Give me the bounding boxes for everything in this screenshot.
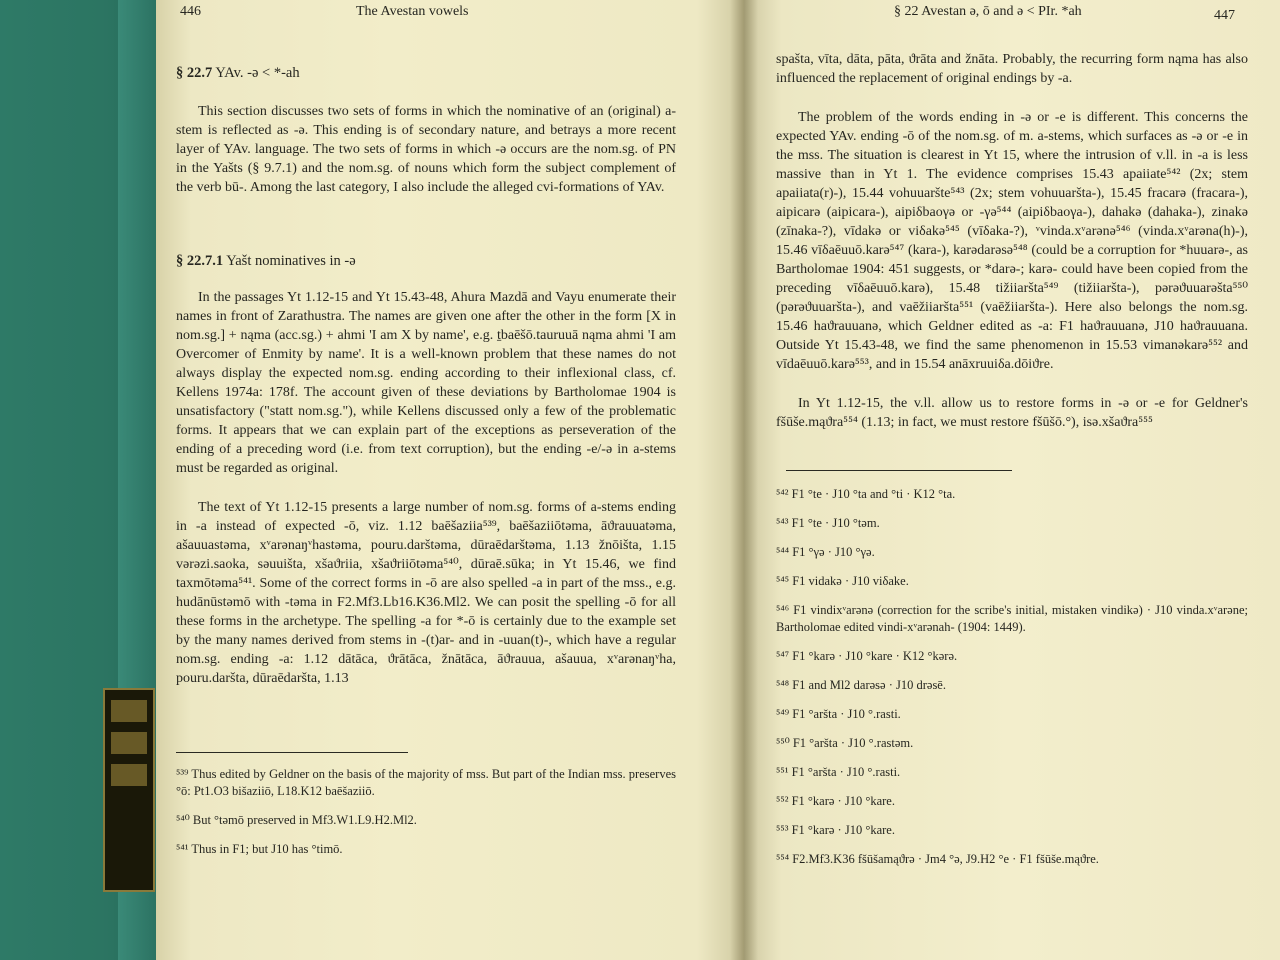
left-page (156, 0, 744, 960)
subsection-number: § 22.7.1 (176, 253, 224, 269)
footnote: ⁵⁴¹ Thus in F1; but J10 has °timō. (176, 842, 343, 856)
spine-label (103, 688, 155, 892)
right-page (744, 0, 1280, 960)
footnote: ⁵⁵³ F1 °karə · J10 °kare. (776, 823, 895, 837)
section-title: YAv. -ə < *-ah (215, 65, 300, 81)
footnote: ⁵⁴⁸ F1 and Ml2 darəsə · J10 drəsē. (776, 678, 946, 692)
footnote: ⁵⁵¹ F1 °aršta · J10 °.rasti. (776, 765, 901, 779)
footnote: ⁵⁵⁴ F2.Mf3.K36 fšūšamąϑrə · Jm4 °ə, J9.H2 °e · F1 fšūše.mąϑre. (776, 852, 1099, 866)
footnote: ⁵³⁹ Thus edited by Geldner on the basis of the majority of mss. But part of the Indian mss. preserves °ō: Pt1.O3 bišaziiō, L18.K12 baēšaziiō. (176, 767, 676, 798)
intro-paragraph: This section discusses two sets of forms in which the nominative of an (original) a-stem is reflected as -ə. This ending is of secondary nature, and betrays a more recent layer of YAv. language. The two sets of forms in which -ə occurs are the nom.sg. of PN in the Yašts (§ 9.7.1) and the nom.sg. of nouns which form the subject complement of the verb bū-. Among the last category, I also include the alleged cvi-formations of YAv. (176, 104, 676, 195)
footnote: ⁵⁵² F1 °karə · J10 °kare. (776, 794, 895, 808)
footnote: ⁵⁴⁷ F1 °karə · J10 °kare · K12 °kərə. (776, 649, 958, 663)
subsection-title: Yašt nominatives in -ə (226, 253, 356, 269)
footnote-rule-right (786, 470, 1012, 471)
paragraph-2: The text of Yt 1.12-15 presents a large number of nom.sg. forms of a-stems ending in -a instead of expected -ō, viz. 1.12 baēšaziia⁵³⁹, baēšaziiōtəma, āϑrauuatəma, ašauuastəma, xᵛarənaŋᵛhastəma, pouru.darštəma, dūraēdarštəma, 1.13 žnōišta, 1.15 vərəzi.saoka, səuuišta, xšaϑriia, xšaϑriiōtəma⁵⁴⁰, dūraē.sūka; in Yt 15.46, we find taxmōtəma⁵⁴¹. Some of the correct forms in -ō are also spelled -a in part of the mss., e.g. hudānūstəmō with -təma in F2.Mf3.Lb16.K36.Ml2. We can posit the spelling -ō for all these forms in the archetype. The spelling -a for *-ō is certainly due to the example set by the many names derived from stems in -(t)ar- and in -uuan(t)-, which have a regular nom.sg. ending -a: 1.12 dātāca, ϑrātāca, žnātāca, āϑrauua, ašauua, xᵛarənaŋᵛha, pouru.daršta, dūraēdaršta, 1.13 (176, 500, 676, 686)
footnote: ⁵⁴⁶ F1 vindixᵛarənə (correction for the scribe's initial, mistaken vindikə) · J10 vinda.xᵛarəne; Bartholomae edited vindi-xᵛarənah- (1904: 1449). (776, 603, 1248, 634)
book-gutter (730, 0, 758, 960)
paragraph-2-right: In Yt 1.12-15, the v.ll. allow us to restore forms in -ə or -e for Geldner's fšūše.mąϑra⁵⁵⁴ (1.13; in fact, we must restore fšūšō.°), isə.xšaϑra⁵⁵⁵ (776, 396, 1248, 430)
footnote: ⁵⁴⁰ But °təmō preserved in Mf3.W1.L9.H2.Ml2. (176, 813, 417, 827)
running-head-right: § 22 Avestan ə, ō and ə < PIr. *ah (894, 4, 1082, 19)
subsection-heading (176, 252, 676, 271)
page-number-right: 447 (1214, 8, 1235, 23)
paragraph-1-right: The problem of the words ending in -ə or -e is different. This concerns the expected YAv. ending -ō of the nom.sg. of m. a-stems, which surfaces as -ə or -e in the mss. The situation is clearest in Yt 15, where the intrusion of v.ll. in -a is less massive than in Yt 1. The evidence comprises 15.43 apaiiate⁵⁴² (2x; stem apaiiata(r)-), 15.44 vohuuaršte⁵⁴³ (2x; stem vohuuaršta-), 15.45 fracarə (fracara-), aipicarə (aipicara-), aipiδbaoγə or -γə⁵⁴⁴ (aipiδbaoγa-), dahakə (dahaka-), zinakə (zīnaka-?), vīdakə or viδakə⁵⁴⁵ (vīδaka-?), ᵛvinda.xᵛarənə⁵⁴⁶ (vinda.xᵛarəna(h)-), 15.46 vīδaēuuō.karə⁵⁴⁷ (kara-), karədarəsə⁵⁴⁸ (could be a corruption for *huuarə-, as Bartholomae 1904: 451 suggests, or *darə-; karə- could have been copied from the preceding vīδaēuuō.karə), 15.48 tižiiaršta⁵⁴⁹ (tižiiaršta-), pərəϑuuarəšta⁵⁵⁰ (pərəϑuuaršta-), and vaēžiiaršta⁵⁵¹ (vaēžiiaršta-). Here also belongs the nom.sg. 15.46 haϑrauuanə, which Geldner edited as -a: F1 haϑrauuanə, J10 haϑrauuana. Outside Yt 15.43-48, we find the same phenomenon in 15.53 vimanəkarə⁵⁵² and vīdaēuuō.karə⁵⁵³, and in 15.54 anāxruuiδa.dōiϑre. (776, 110, 1248, 372)
running-head-left: The Avestan vowels (356, 4, 469, 19)
footnote: ⁵⁵⁰ F1 °aršta · J10 °.rastəm. (776, 736, 914, 750)
paragraph-1: In the passages Yt 1.12-15 and Yt 15.43-48, Ahura Mazdā and Vayu enumerate their names in front of Zarathustra. The names are given one after the other in the form [X in nom.sg.] + nąma (acc.sg.) + ahmi 'I am X by name', e.g. ṯbaēšō.tauruuā nąma ahmi 'I am Overcomer of Enmity by name'. It is a well-known problem that these names do not always display the expected nom.sg. ending according to their inflexional class, cf. Kellens 1974a: 178f. The account given of these deviations by Bartholomae 1904 is unsatisfactory ("statt nom.sg."), while Kellens discussed only a few of the problematic forms. It appears that we can explain part of the exceptions as perseveration of the ending of a preceding word (i.e. from text corruption), but the ending -e/-ə in a-stems must be regarded as original. (176, 290, 676, 476)
section-heading (176, 64, 676, 83)
section-number: § 22.7 (176, 65, 213, 81)
footnote: ⁵⁴⁹ F1 °aršta · J10 °.rasti. (776, 707, 901, 721)
footnote: ⁵⁴⁴ F1 °γə · J10 °γə. (776, 545, 875, 559)
paragraph-0: spašta, vīta, dāta, pāta, ϑrāta and žnāta. Probably, the recurring form nąma has also influenced the replacement of original endings by -a. (776, 52, 1248, 86)
footnote: ⁵⁴² F1 °te · J10 °ta and °ti · K12 °ta. (776, 487, 956, 501)
footnotes-right (776, 486, 1248, 880)
footnote: ⁵⁴³ F1 °te · J10 °təm. (776, 516, 880, 530)
page-number-left: 446 (180, 4, 201, 19)
footnote: ⁵⁴⁵ F1 vidakə · J10 viδake. (776, 574, 909, 588)
footnotes-left (176, 766, 676, 870)
footnote-rule-left (176, 752, 408, 753)
